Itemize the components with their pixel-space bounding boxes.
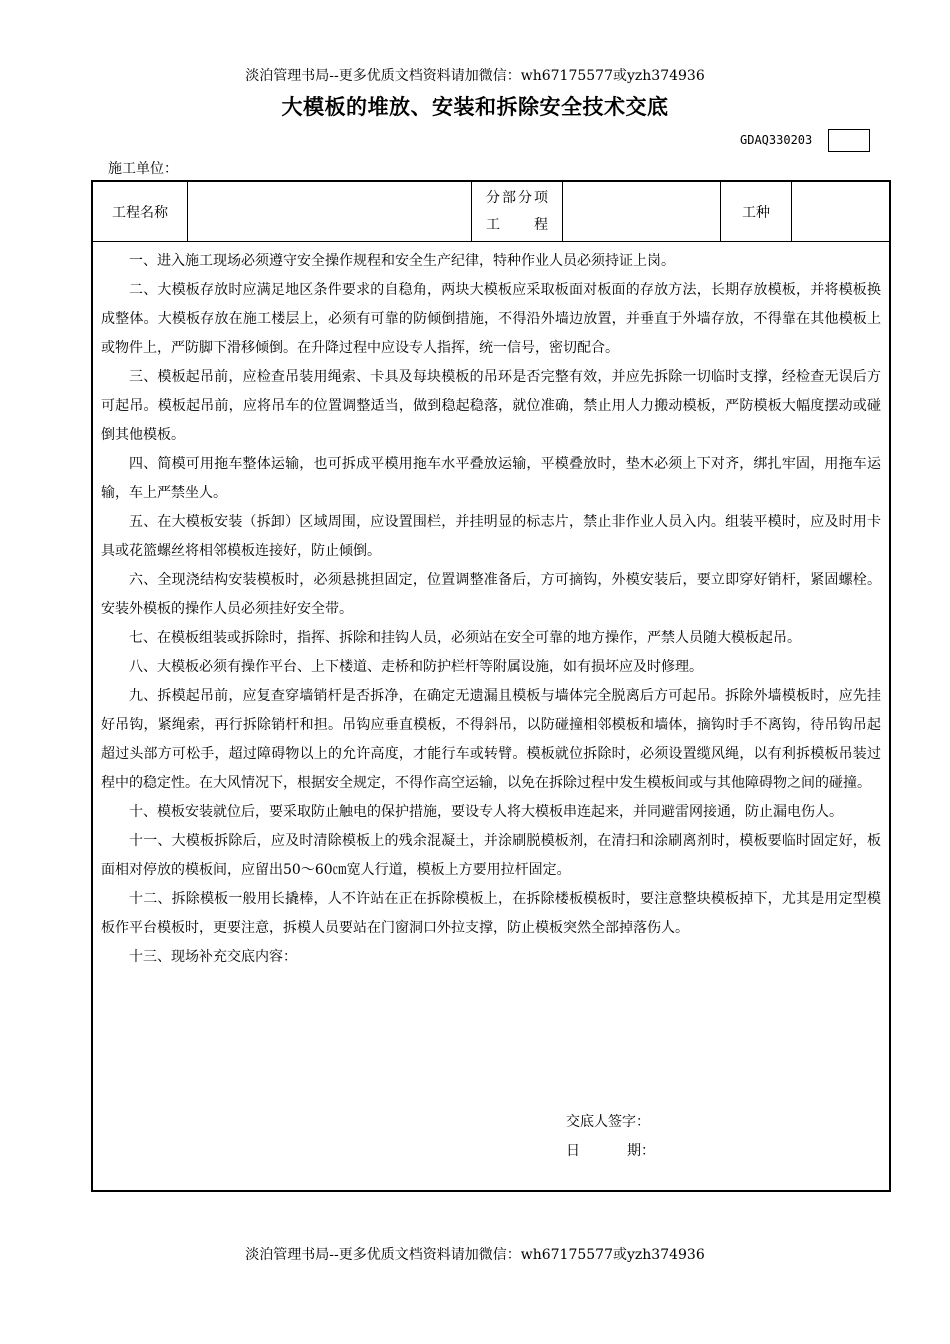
clause-2: 二、大模板存放时应满足地区条件要求的自稳角，两块大模板应采取板面对板面的存放方法，长期存放模板，并将模板换成整体。大模板存放在施工楼层上，必须有可靠的防倾倒措施，不得沿外墙边放置，并垂直于外墙存放，不得靠在其他模板上或物件上，严防脚下滑移倾倒。在升降过程中应设专人指挥，统一信号，密切配合。 (101, 282, 881, 356)
header-watermark-note: 淡泊管理书局--更多优质文档资料请加微信：wh67175577或yzh374936 (245, 68, 705, 84)
signer-label: 交底人签字： (566, 1114, 650, 1130)
document-number: GDAQ330203 (740, 133, 813, 147)
footer-watermark-note: 淡泊管理书局--更多优质文档资料请加微信：wh67175577或yzh374936 (245, 1247, 705, 1263)
document-number-box (828, 129, 870, 152)
document-title: 大模板的堆放、安装和拆除安全技术交底 (281, 95, 669, 119)
clause-8: 八、大模板必须有操作平台、上下楼道、走桥和防护栏杆等附属设施，如有损坏应及时修理。 (129, 659, 703, 675)
clause-4: 四、简模可用拖车整体运输，也可拆成平模用拖车水平叠放运输，平模叠放时，垫木必须上下对齐，绑扎牢固，用拖车运输，车上严禁坐人。 (101, 456, 881, 501)
clause-5: 五、在大模板安装（拆卸）区域周围，应设置围栏，并挂明显的标志片，禁止非作业人员入内。组装平模时，应及时用卡具或花篮螺丝将相邻模板连接好，防止倾倒。 (101, 514, 881, 559)
clause-7: 七、在模板组装或拆除时，指挥、拆除和挂钩人员，必须站在安全可靠的地方操作，严禁人员随大模板起吊。 (129, 630, 801, 646)
clause-12: 十二、拆除模板一般用长撬棒，人不许站在正在拆除模板上，在拆除楼板模板时，要注意整块模板掉下，尤其是用定型模板作平台模板时，更要注意，拆模人员要站在门窗洞口外拉支撑，防止模板突然全部掉落伤人。 (101, 891, 881, 936)
date-label (566, 1142, 655, 1160)
clause-6: 六、全现浇结构安装模板时，必须悬挑担固定，位置调整准备后，方可摘钩，外模安装后，要立即穿好销杆，紧固螺栓。安装外模板的操作人员必须挂好安全带。 (101, 572, 881, 617)
disclosure-content (93, 242, 889, 972)
date-label-part1: 日 (566, 1143, 580, 1159)
clause-10: 十、模板安装就位后，要采取防止触电的保护措施，要设专人将大模板串连起来，并同避雷网接通，防止漏电伤人。 (129, 804, 843, 820)
clause-9: 九、拆模起吊前，应复查穿墙销杆是否拆净，在确定无遗漏且模板与墙体完全脱离后方可起吊。拆除外墙模板时，应先挂好吊钩，紧绳索，再行拆除销杆和担。吊钩应垂直模板，不得斜吊，以防碰撞相邻模板和墙体，摘钩时手不离钩，待吊钩吊起超过头部方可松手，超过障碍物以上的允许高度，才能行车或转臂。模板就位拆除时，必须设置缆风绳，以有利拆模板吊装过程中的稳定性。在大风情况下，根据安全规定，不得作高空运输，以免在拆除过程中发生模板间或与其他障碍物之间的碰撞。 (101, 688, 881, 791)
clause-3: 三、模板起吊前，应检查吊装用绳索、卡具及每块模板的吊环是否完整有效，并应先拆除一切临时支撑，经检查无误后方可起吊。模板起吊前，应将吊车的位置调整适当，做到稳起稳落，就位准确，禁止用人力搬动模板，严防模板大幅度摆动或碰倒其他模板。 (101, 369, 881, 443)
form-header-row (93, 182, 889, 242)
sub-project-field[interactable] (563, 182, 721, 241)
sub-project-label (472, 182, 563, 241)
sub-project-label-line2: 工 程 (486, 216, 548, 233)
date-label-part2: 期： (627, 1143, 655, 1159)
clause-1: 一、进入施工现场必须遵守安全操作规程和安全生产纪律，特种作业人员必须持证上岗。 (129, 253, 675, 269)
sub-project-label-line1: 分部分项 (486, 189, 548, 206)
clause-13: 十三、现场补充交底内容： (129, 949, 297, 965)
work-type-label: 工种 (721, 182, 792, 241)
work-type-field[interactable] (792, 182, 889, 241)
project-name-label: 工程名称 (93, 182, 188, 241)
construction-unit-label: 施工单位： (108, 161, 178, 177)
clause-11: 十一、大模板拆除后，应及时清除模板上的残余混凝土，并涂刷脱模板剂，在清扫和涂刷离剂时，模板要临时固定好，板面相对停放的模板间，应留出50～60㎝宽人行道，模板上方要用拉杆固定。 (101, 833, 881, 878)
project-name-field[interactable] (188, 182, 472, 241)
disclosure-form (91, 180, 891, 1192)
